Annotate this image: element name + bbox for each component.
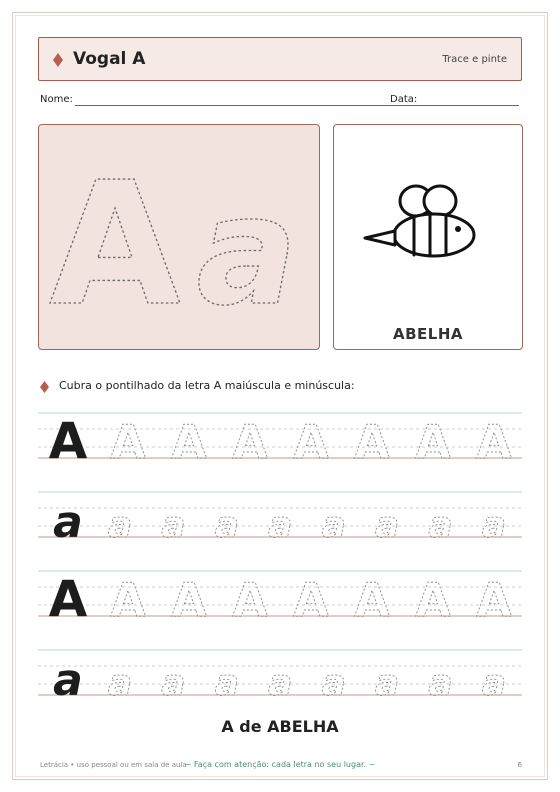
practice-row xyxy=(38,412,522,470)
dotted-upper-a: A xyxy=(49,146,181,344)
trace-letter[interactable]: A xyxy=(232,415,268,469)
practice-area xyxy=(38,405,522,705)
name-field[interactable] xyxy=(75,105,420,106)
page-title: Vogal A xyxy=(73,49,146,69)
model-letter: A xyxy=(48,570,88,628)
footer-message: ~ Faça com atenção: cada letra no seu lugar. ~ xyxy=(184,760,376,769)
trace-letter[interactable]: a xyxy=(107,505,133,546)
picture-word: ABELHA xyxy=(392,325,463,343)
page-number: 6 xyxy=(517,761,522,769)
trace-letter[interactable]: a xyxy=(321,663,346,704)
page-subtitle: Trace e pinte xyxy=(442,54,507,65)
trace-letter[interactable]: a xyxy=(161,505,186,546)
date-field[interactable] xyxy=(419,105,519,106)
diamond-icon xyxy=(40,381,49,393)
trace-letter[interactable]: a xyxy=(481,663,507,704)
picture-panel xyxy=(333,124,523,350)
model-letter: a xyxy=(53,655,83,705)
trace-letter[interactable]: a xyxy=(214,663,240,704)
trace-letter[interactable]: A xyxy=(171,415,207,469)
trace-letter[interactable]: a xyxy=(374,663,400,704)
bee-icon xyxy=(334,125,524,351)
model-letter: A xyxy=(48,412,88,470)
trace-letter[interactable]: A xyxy=(415,573,451,627)
dotted-lower-a: a xyxy=(196,165,298,339)
trace-letter[interactable]: A xyxy=(171,573,207,627)
trace-letter[interactable]: a xyxy=(374,505,400,546)
caption: A de ABELHA xyxy=(221,717,339,736)
trace-letter[interactable]: A xyxy=(476,573,512,627)
dotted-letters xyxy=(39,125,321,351)
trace-letter[interactable]: a xyxy=(161,663,186,704)
diamond-icon xyxy=(53,53,63,67)
letter-panel xyxy=(38,124,320,350)
name-label: Nome: xyxy=(40,94,73,105)
trace-letter[interactable]: A xyxy=(110,573,146,627)
practice-row xyxy=(38,570,522,628)
header-banner xyxy=(38,37,522,81)
practice-row xyxy=(38,650,522,705)
trace-letter[interactable]: a xyxy=(214,505,240,546)
trace-letter[interactable]: a xyxy=(321,505,346,546)
trace-letter[interactable]: A xyxy=(293,415,329,469)
practice-row xyxy=(38,492,522,548)
trace-letter[interactable]: a xyxy=(107,663,133,704)
name-date-row xyxy=(40,94,520,110)
instruction-text: Cubra o pontilhado da letra A maiúscula e minúscula: xyxy=(59,379,355,392)
trace-letter[interactable]: A xyxy=(354,573,390,627)
trace-letter[interactable]: A xyxy=(415,415,451,469)
trace-letter[interactable]: a xyxy=(268,663,293,704)
trace-letter[interactable]: A xyxy=(110,415,146,469)
trace-letter[interactable]: A xyxy=(476,415,512,469)
trace-letter[interactable]: A xyxy=(232,573,268,627)
practice-rows xyxy=(38,405,522,705)
trace-letter[interactable]: A xyxy=(354,415,390,469)
footer-credit: Letrácia • uso pessoal ou em sala de aula xyxy=(40,761,187,769)
trace-letter[interactable]: a xyxy=(481,505,507,546)
trace-letter[interactable]: a xyxy=(428,505,453,546)
trace-letter[interactable]: A xyxy=(293,573,329,627)
model-letter: a xyxy=(53,497,83,548)
trace-letter[interactable]: a xyxy=(428,663,453,704)
trace-letter[interactable]: a xyxy=(268,505,293,546)
date-label: Data: xyxy=(390,94,418,105)
